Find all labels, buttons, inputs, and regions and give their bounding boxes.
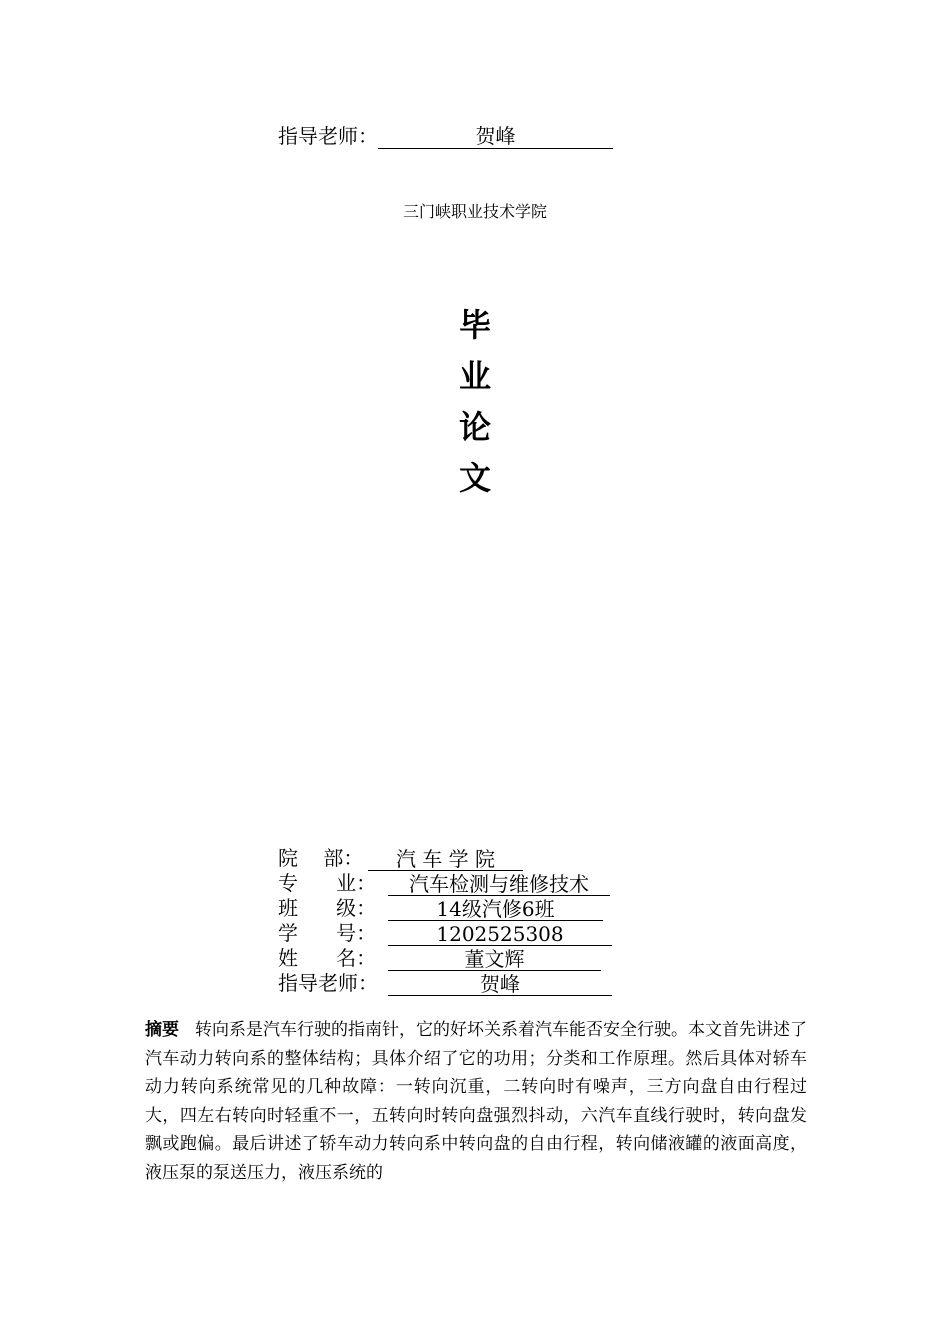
abstract-text: 转向系是汽车行驶的指南针，它的好坏关系着汽车能否安全行驶。本文首先讲述了汽车动力转向系的整体结构；具体介绍了它的功用；分类和工作原理。然后具体对轿车动力转向系统常见的几种故障：一转向沉重，二转向时有噪声，三方向盘自由行程过大，四左右转向时轻重不一，五转向时转向盘强烈抖动，六汽车直线行驶时，转向盘发飘或跑偏。最后讲述了轿车动力转向系中转向盘的自由行程，转向储液罐的液面高度，液压泵的泵送压力，液压系统的 bbox=[145, 1020, 807, 1183]
info-value: 14级汽修6班 bbox=[388, 898, 603, 921]
info-label: 姓 名： bbox=[278, 946, 377, 970]
info-row-class bbox=[278, 896, 612, 921]
cover-advisor-top bbox=[278, 122, 613, 150]
info-value: 贺峰 bbox=[388, 973, 612, 996]
abstract-keyword: 摘要 bbox=[145, 1020, 179, 1040]
info-row-student-id bbox=[278, 921, 612, 946]
info-row-department bbox=[278, 846, 612, 871]
title-char: 文 bbox=[458, 459, 491, 497]
info-row-name bbox=[278, 946, 612, 971]
student-info bbox=[278, 846, 612, 996]
info-label: 学 号： bbox=[278, 921, 377, 945]
info-row-major bbox=[278, 871, 612, 896]
info-value: 董文辉 bbox=[388, 948, 601, 971]
info-label: 指导老师： bbox=[278, 971, 378, 995]
info-label: 班 级： bbox=[278, 896, 377, 920]
thesis-title bbox=[445, 300, 505, 504]
title-char: 毕 bbox=[458, 306, 491, 344]
school-name: 三门峡职业技术学院 bbox=[402, 202, 547, 221]
abstract bbox=[145, 1016, 807, 1187]
title-char: 论 bbox=[458, 408, 491, 446]
info-value: 汽车检测与维修技术 bbox=[388, 873, 610, 896]
info-label: 专 业： bbox=[278, 871, 377, 895]
advisor-value: 贺峰 bbox=[378, 124, 613, 149]
info-value: 汽 车 学 院 bbox=[368, 848, 523, 871]
info-row-advisor bbox=[278, 971, 612, 996]
advisor-label: 指导老师： bbox=[278, 124, 378, 148]
info-value: 1202525308 bbox=[388, 923, 612, 946]
title-char: 业 bbox=[458, 357, 491, 395]
info-label: 院 部： bbox=[278, 846, 364, 870]
